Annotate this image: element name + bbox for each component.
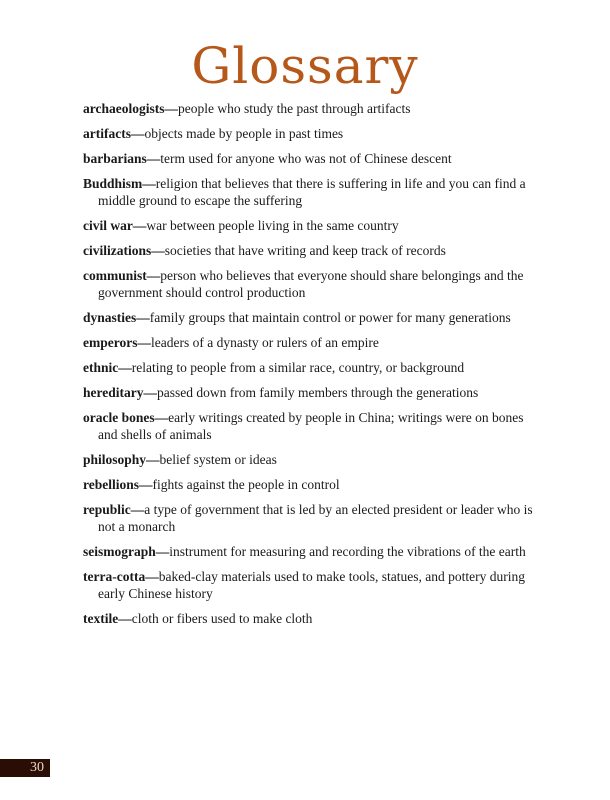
glossary-entry [83, 568, 543, 602]
term-separator: — [118, 360, 132, 375]
glossary-term: textile [83, 611, 119, 626]
glossary-definition: family groups that maintain control or power for many generations [149, 310, 511, 325]
glossary-term: civilizations [83, 243, 152, 258]
glossary-definition: people who study the past through artifacts [178, 101, 411, 116]
term-separator: — [146, 151, 161, 166]
glossary-definition: baked-clay materials used to make tools, statues, and pottery during early Chinese history [98, 569, 525, 601]
glossary-entry [83, 309, 543, 326]
page-number-box [0, 759, 50, 777]
glossary-entry [83, 267, 543, 301]
glossary-entry [83, 242, 543, 259]
glossary-entry [83, 150, 543, 167]
glossary-term: dynasties [83, 310, 137, 325]
glossary-term: seismograph [83, 544, 156, 559]
term-separator: — [154, 410, 169, 425]
glossary-term: rebellions [83, 477, 140, 492]
glossary-definition: leaders of a dynasty or rulers of an empire [150, 335, 379, 350]
glossary-term: terra-cotta [83, 569, 146, 584]
glossary-entry [83, 217, 543, 234]
term-separator: — [143, 385, 157, 400]
glossary-entry [83, 125, 543, 142]
glossary-definition: early writings created by people in China; writings were on bones and shells of animals [98, 410, 524, 442]
glossary-definition: passed down from family members through the generations [157, 385, 479, 400]
glossary-term: archaeologists [83, 101, 165, 116]
term-separator: — [137, 335, 151, 350]
glossary-term: civil war [83, 218, 133, 233]
term-separator: — [130, 502, 145, 517]
glossary-term: oracle bones [83, 410, 155, 425]
glossary-term: ethnic [83, 360, 119, 375]
glossary-definition: a type of government that is led by an elected president or leader who is not a monarch [98, 502, 533, 534]
glossary-term: communist [83, 268, 147, 283]
glossary-definition: religion that believes that there is suffering in life and you can find a middle ground to escape the suffering [98, 176, 526, 208]
glossary-entry [83, 334, 543, 351]
glossary-definition: objects made by people in past times [144, 126, 344, 141]
glossary-list [83, 100, 543, 635]
glossary-definition: instrument for measuring and recording the vibrations of the earth [169, 544, 526, 559]
term-separator: — [139, 477, 153, 492]
glossary-entry [83, 409, 543, 443]
glossary-term: Buddhism [83, 176, 143, 191]
glossary-term: barbarians [83, 151, 147, 166]
term-separator: — [164, 101, 178, 116]
glossary-definition: term used for anyone who was not of Chinese descent [160, 151, 452, 166]
glossary-definition: person who believes that everyone should share belongings and the government should control production [98, 268, 524, 300]
term-separator: — [142, 176, 156, 191]
glossary-definition: fights against the people in control [152, 477, 340, 492]
term-separator: — [132, 218, 147, 233]
page-number: 30 [30, 760, 44, 775]
glossary-term: republic [83, 502, 131, 517]
glossary-entry [83, 359, 543, 376]
glossary-term: philosophy [83, 452, 147, 467]
glossary-definition: war between people living in the same country [146, 218, 399, 233]
page-title: Glossary [191, 37, 419, 95]
glossary-entry [83, 543, 543, 560]
glossary-term: emperors [83, 335, 138, 350]
glossary-term: hereditary [83, 385, 144, 400]
glossary-entry [83, 476, 543, 493]
glossary-term: artifacts [83, 126, 131, 141]
glossary-entry [83, 501, 543, 535]
glossary-entry [83, 384, 543, 401]
glossary-definition: cloth or fibers used to make cloth [131, 611, 313, 626]
glossary-definition: societies that have writing and keep track of records [164, 243, 446, 258]
term-separator: — [136, 310, 150, 325]
term-separator: — [151, 243, 165, 258]
term-separator: — [146, 268, 161, 283]
glossary-entry [83, 610, 543, 627]
glossary-definition: belief system or ideas [159, 452, 277, 467]
term-separator: — [118, 611, 132, 626]
term-separator: — [155, 544, 170, 559]
term-separator: — [145, 569, 159, 584]
term-separator: — [146, 452, 160, 467]
glossary-entry [83, 100, 543, 117]
glossary-entry [83, 451, 543, 468]
glossary-entry [83, 175, 543, 209]
term-separator: — [130, 126, 145, 141]
glossary-definition: relating to people from a similar race, country, or background [131, 360, 465, 375]
